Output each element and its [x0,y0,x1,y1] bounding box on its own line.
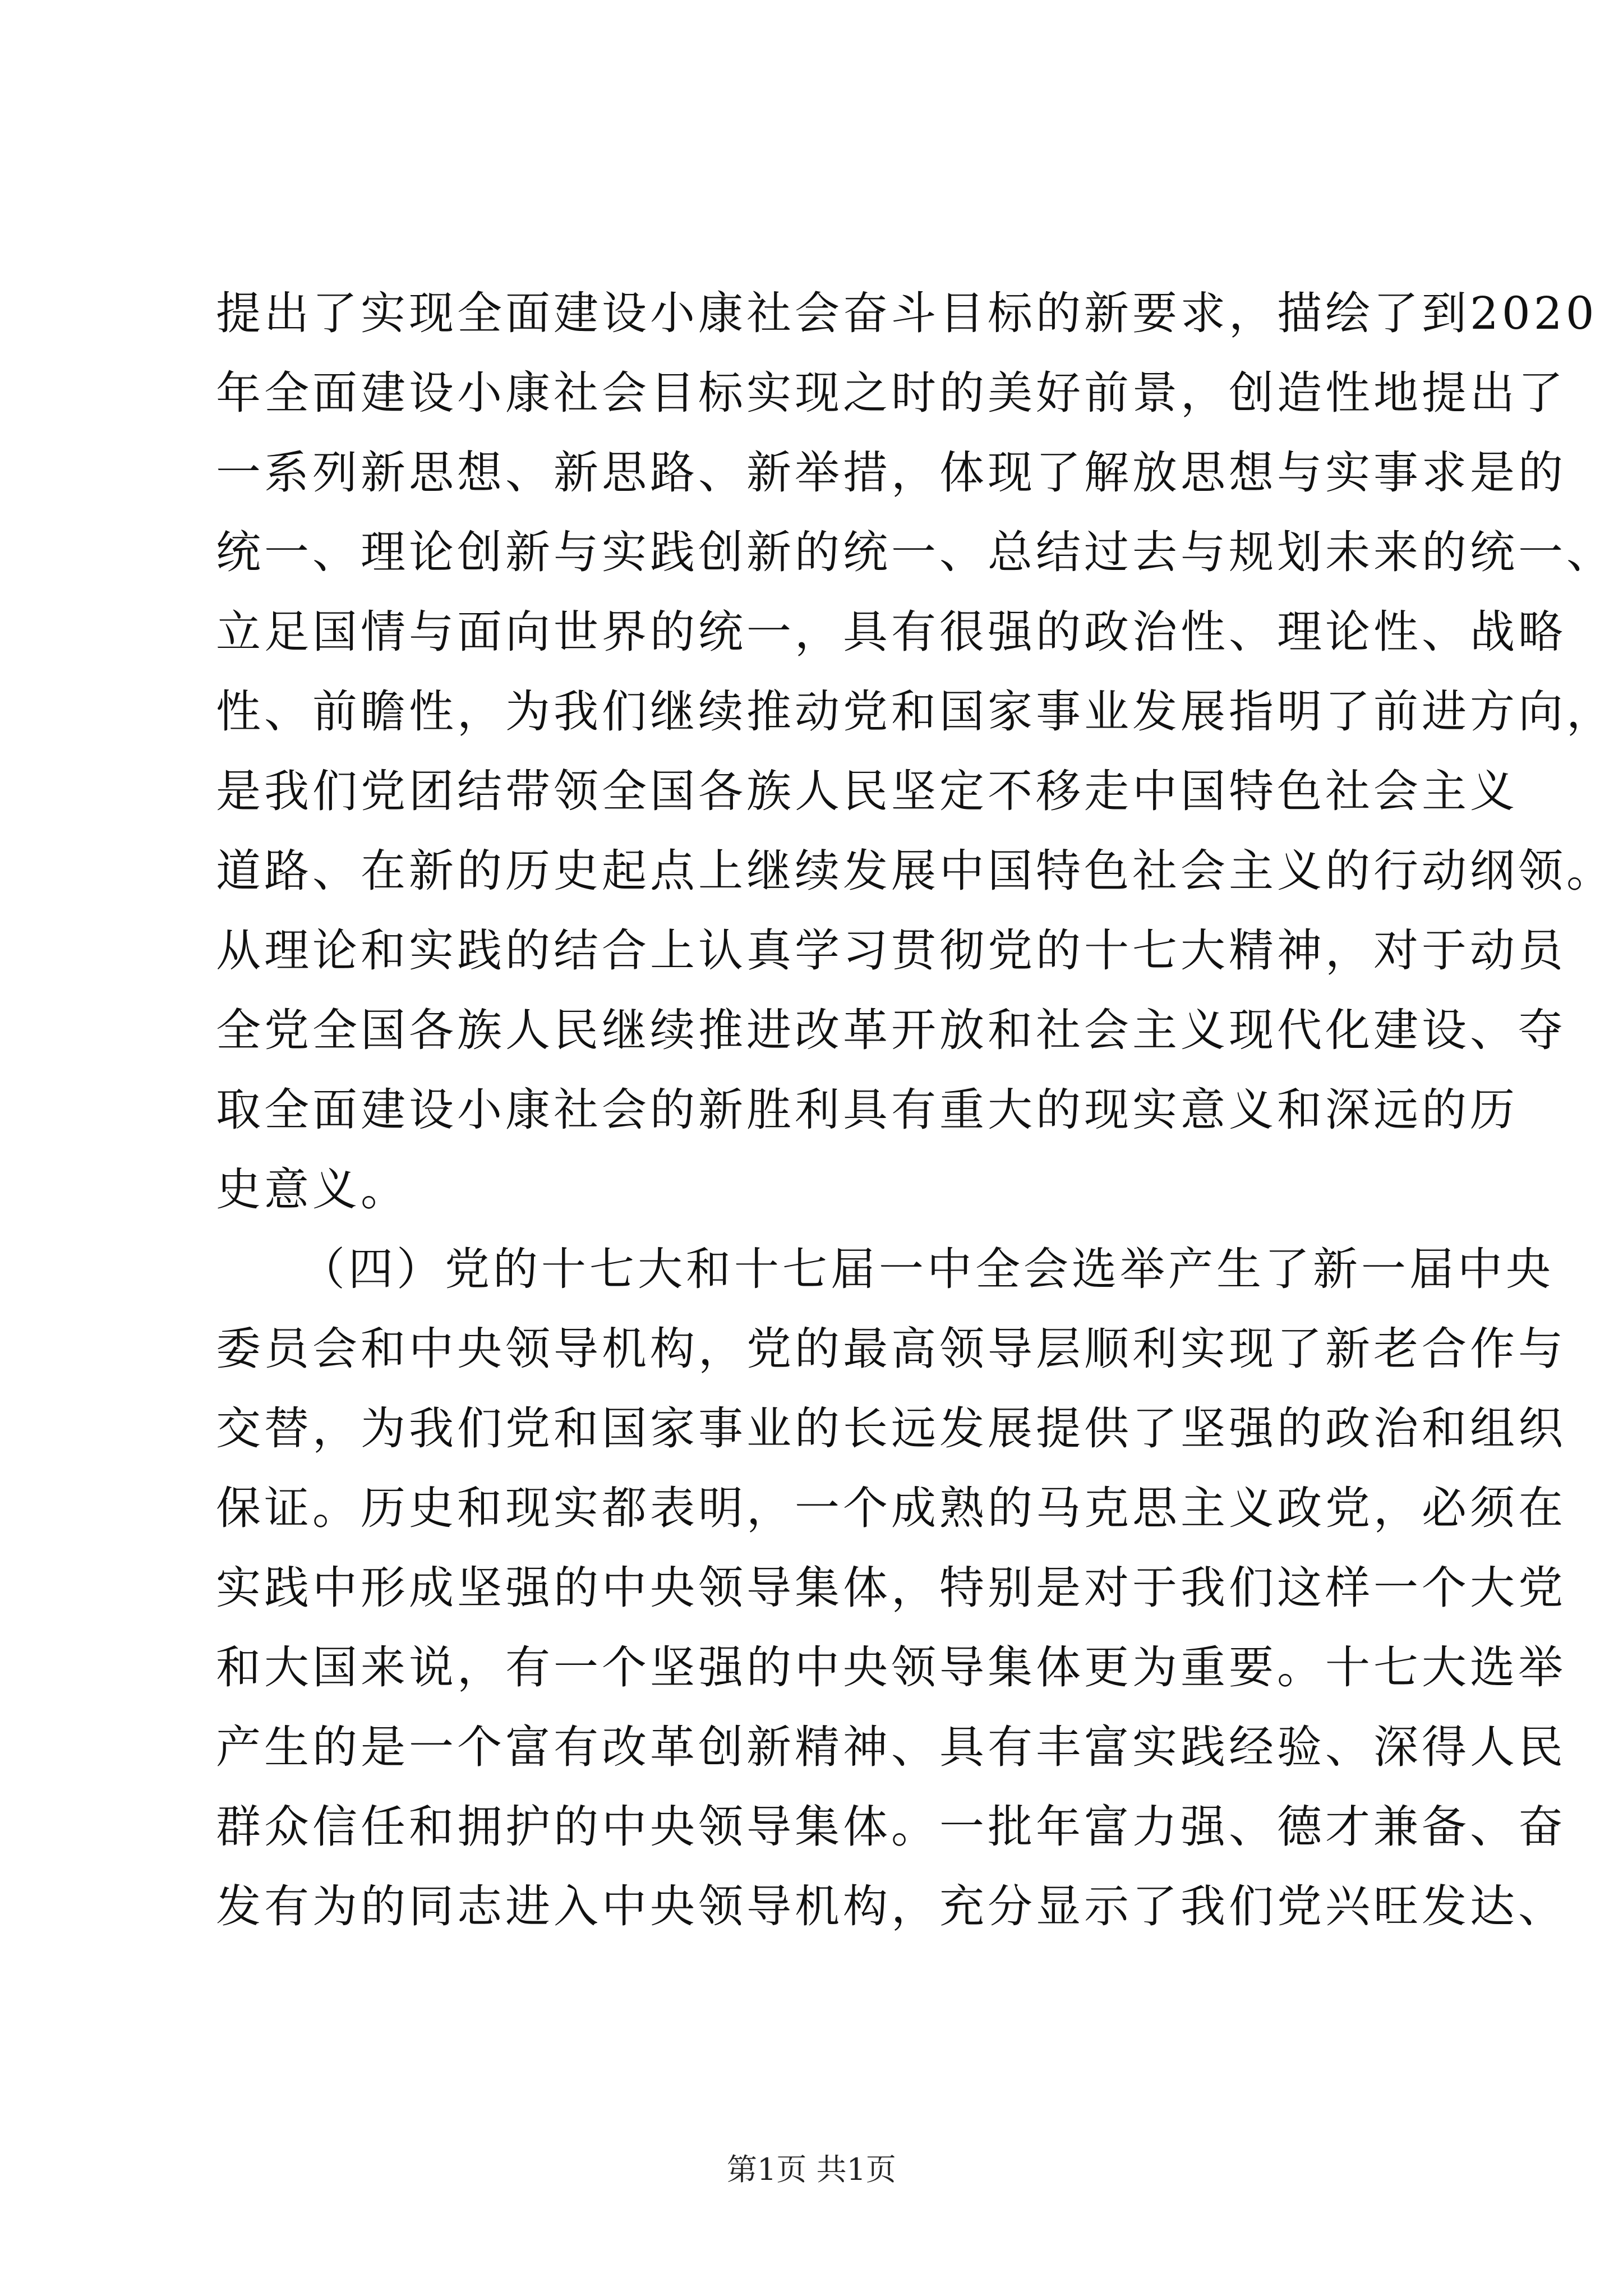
text-line: 保证。历史和现实都表明，一个成熟的马克思主义政党，必须在 [216,1482,1566,1534]
text-line: 委员会和中央领导机构，党的最高领导层顺利实现了新老合作与 [216,1323,1566,1375]
text-line: 全党全国各族人民继续推进改革开放和社会主义现代化建设、夺 [216,1004,1566,1056]
text-line: 实践中形成坚强的中央领导集体，特别是对于我们这样一个大党 [216,1562,1566,1614]
paragraph-start-line: （四）党的十七大和十七届一中全会选举产生了新一届中央 [300,1243,1554,1295]
text-line: 史意义。 [216,1163,409,1216]
text-line: 年全面建设小康社会目标实现之时的美好前景，创造性地提出了 [216,367,1566,419]
text-line: 交替，为我们党和国家事业的长远发展提供了坚强的政治和组织 [216,1402,1566,1455]
page-footer: 第1页 共1页 [727,2152,896,2187]
text-line: 立足国情与面向世界的统一，具有很强的政治性、理论性、战略 [216,606,1566,658]
text-line: 是我们党团结带领全国各族人民坚定不移走中国特色社会主义 [216,765,1518,817]
text-line: 群众信任和拥护的中央领导集体。一批年富力强、德才兼备、奋 [216,1801,1566,1853]
text-line: 产生的是一个富有改革创新精神、具有丰富实践经验、深得人民 [216,1721,1566,1773]
text-line: 发有为的同志进入中央领导机构，充分显示了我们党兴旺发达、 [216,1880,1566,1932]
text-line: 从理论和实践的结合上认真学习贯彻党的十七大精神，对于动员 [216,924,1566,977]
text-line: 性、前瞻性，为我们继续推动党和国家事业发展指明了前进方向， [216,685,1615,738]
text-line: 一系列新思想、新思路、新举措，体现了解放思想与实事求是的 [216,447,1566,499]
text-line: 取全面建设小康社会的新胜利具有重大的现实意义和深远的历 [216,1084,1518,1136]
text-line: 统一、理论创新与实践创新的统一、总结过去与规划未来的统一、 [216,526,1615,578]
body-text [216,274,1615,1947]
text-line: 提出了实现全面建设小康社会奋斗目标的新要求，描绘了到2020 [216,287,1598,339]
text-line: 道路、在新的历史起点上继续发展中国特色社会主义的行动纲领。 [216,845,1615,897]
text-line: 和大国来说，有一个坚强的中央领导集体更为重要。十七大选举 [216,1641,1566,1694]
